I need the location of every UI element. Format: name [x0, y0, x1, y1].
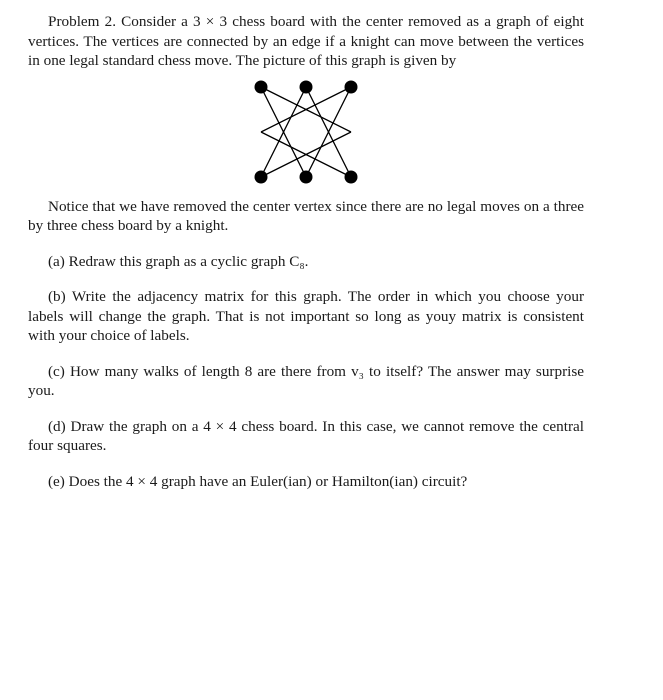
graph-vertex [345, 80, 358, 93]
notice-paragraph: Notice that we have removed the center vertex since there are no legal moves on a three by three chess board by a knight. [28, 197, 584, 234]
graph-vertex [300, 170, 313, 183]
problem-intro: Problem 2. Consider a 3 × 3 chess board with the center removed as a graph of eight vertices. The vertices are connected by an edge if a knight can move between the vertices in one legal standard chess move. The picture of this graph is given by [28, 13, 584, 69]
knight-graph-figure [246, 77, 366, 187]
graph-vertex [255, 80, 268, 93]
document-page [28, 12, 584, 491]
graph-vertex [255, 170, 268, 183]
part-a: (a) Redraw this graph as a cyclic graph C₈. [48, 252, 309, 270]
part-b: (b) Write the adjacency matrix for this graph. The order in which you choose your labels will change the graph. That is not important so long as youy matrix is consistent with your choice of labels. [28, 288, 584, 344]
part-d: (d) Draw the graph on a 4 × 4 chess board. In this case, we cannot remove the central four squares. [28, 417, 584, 454]
part-e: (e) Does the 4 × 4 graph have an Euler(ian) or Hamilton(ian) circuit? [48, 472, 468, 490]
part-c: (c) How many walks of length 8 are there from v₃ to itself? The answer may surprise you. [28, 362, 584, 399]
graph-vertex [300, 80, 313, 93]
graph-vertex [345, 170, 358, 183]
